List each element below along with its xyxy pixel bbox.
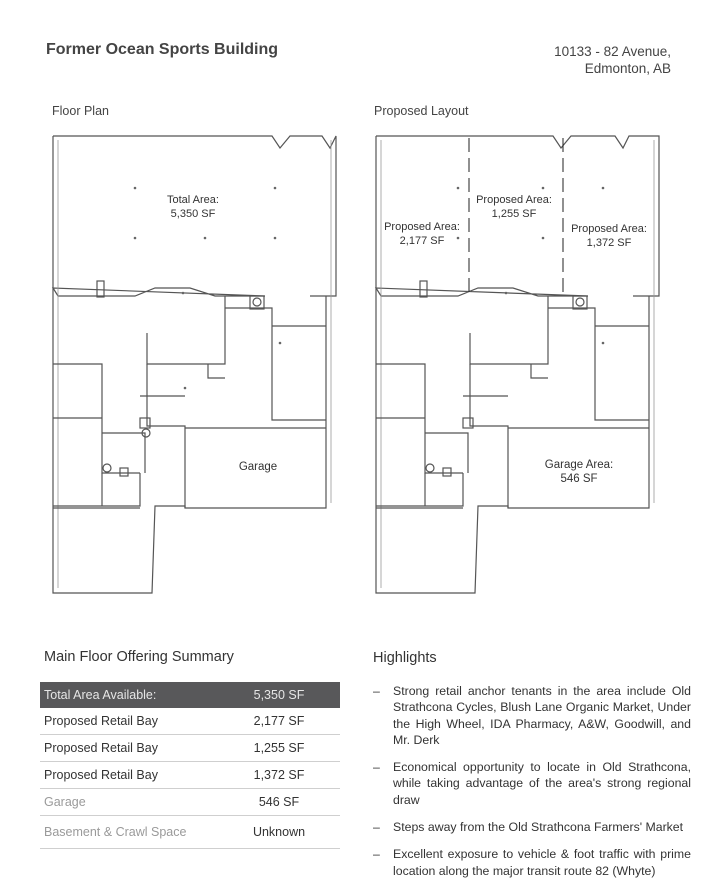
row-value: 2,177 SF <box>218 708 340 735</box>
proposed-area-left-value: 2,177 SF <box>399 235 445 247</box>
table-row <box>40 816 340 849</box>
highlights-heading: Highlights <box>373 650 437 666</box>
row-label: Proposed Retail Bay <box>40 735 218 762</box>
row-label: Garage <box>40 789 218 816</box>
address-line-1: 10133 - 82 Avenue, <box>554 44 671 59</box>
proposed-area-middle-label: Proposed Area: <box>476 194 552 206</box>
summary-heading: Main Floor Offering Summary <box>44 649 234 665</box>
proposed-layout-label: Proposed Layout <box>374 104 469 118</box>
row-label: Proposed Retail Bay <box>40 762 218 789</box>
garage-label: Garage <box>238 461 278 473</box>
address <box>554 43 671 77</box>
table-row <box>40 762 340 789</box>
summary-header-row <box>40 682 340 708</box>
list-item: – Strong retail anchor tenants in the area include Old Strathcona Cycles, Blush Lane Organic Market, Under the High Wheel, IDA Pharmacy, A&W, Goodwill, and Mr. Derk <box>373 684 691 747</box>
proposed-area-middle-value: 1,255 SF <box>491 208 537 220</box>
proposed-area-right <box>563 222 655 250</box>
proposed-area-middle <box>468 193 560 221</box>
row-label: Proposed Retail Bay <box>40 708 218 735</box>
row-value: 1,372 SF <box>218 762 340 789</box>
list-item: – Excellent exposure to vehicle & foot traffic with prime location along the major transit route 82 (Whyte) <box>373 847 691 878</box>
highlight-text: Excellent exposure to vehicle & foot traffic with prime location along the major transit route 82 (Whyte) <box>393 847 691 878</box>
row-value: Unknown <box>218 816 340 849</box>
row-value: 1,255 SF <box>218 735 340 762</box>
proposed-area-left <box>376 220 468 248</box>
list-item: – Steps away from the Old Strathcona Farmers' Market <box>373 820 684 835</box>
proposed-garage-area <box>533 458 625 486</box>
highlights-list <box>371 683 691 890</box>
summary-table <box>40 682 340 849</box>
proposed-area-right-value: 1,372 SF <box>586 237 632 249</box>
page-title: Former Ocean Sports Building <box>46 41 279 58</box>
summary-header-label: Total Area Available: <box>40 682 218 708</box>
floor-plan-label: Floor Plan <box>52 104 109 118</box>
proposed-garage-label: Garage Area: <box>544 459 614 471</box>
proposed-area-left-label: Proposed Area: <box>384 221 460 233</box>
table-row <box>40 789 340 816</box>
total-area-value: 5,350 SF <box>170 208 216 220</box>
proposed-garage-value: 546 SF <box>560 473 598 485</box>
row-value: 546 SF <box>218 789 340 816</box>
total-area-annotation <box>148 193 238 221</box>
summary-header-value: 5,350 SF <box>218 682 340 708</box>
table-row <box>40 708 340 735</box>
highlight-text: Economical opportunity to locate in Old Strathcona, while taking advantage of the area's strong regional draw <box>393 760 691 807</box>
address-line-2: Edmonton, AB <box>584 61 671 76</box>
total-area-label: Total Area: <box>167 194 219 206</box>
list-item: – Economical opportunity to locate in Old Strathcona, while taking advantage of the area's strong regional draw <box>373 760 691 807</box>
table-row <box>40 735 340 762</box>
highlight-text: Strong retail anchor tenants in the area include Old Strathcona Cycles, Blush Lane Organic Market, Under the High Wheel, IDA Pharmacy, A&W, Goodwill, and Mr. Derk <box>393 684 691 747</box>
proposed-area-right-label: Proposed Area: <box>571 223 647 235</box>
highlight-text: Steps away from the Old Strathcona Farmers' Market <box>393 820 684 835</box>
row-label: Basement & Crawl Space <box>40 816 218 849</box>
